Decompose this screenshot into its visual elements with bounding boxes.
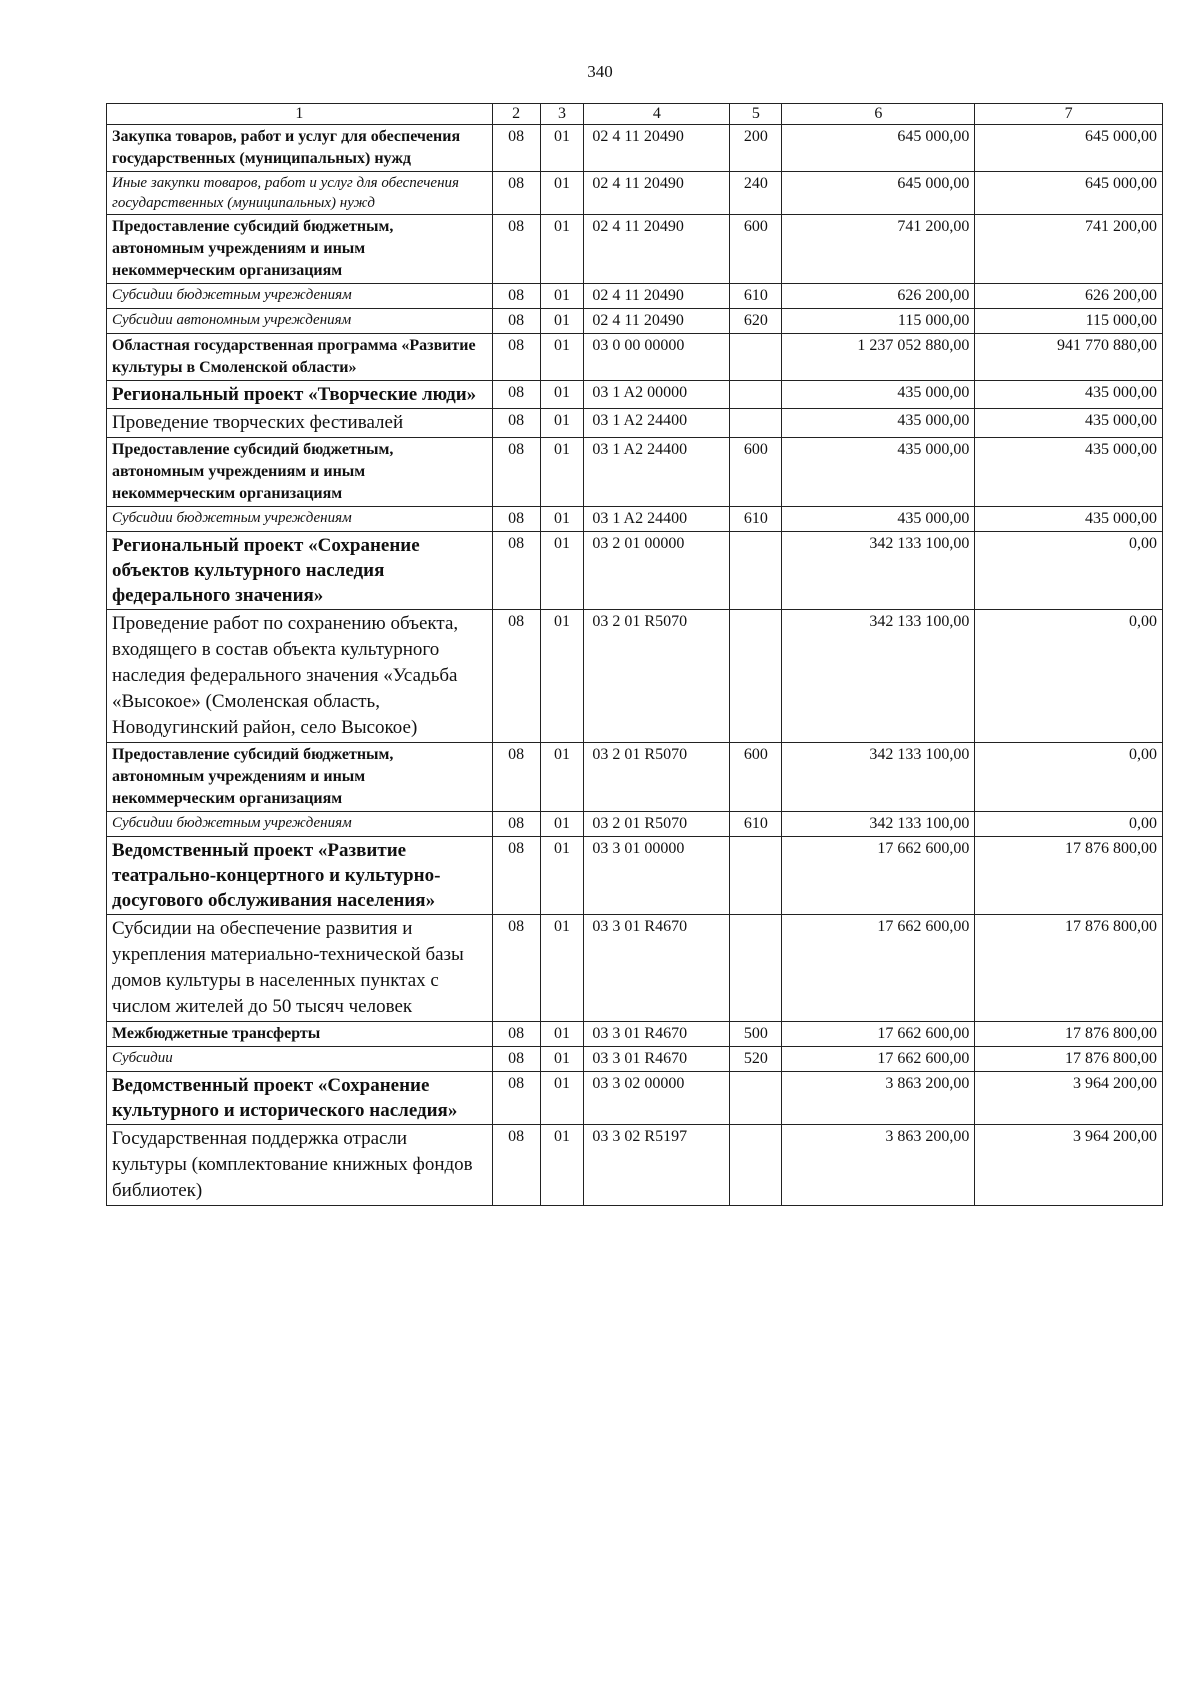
target-article-code: 03 2 01 R5070 xyxy=(584,743,730,812)
column-header: 5 xyxy=(730,104,782,125)
section-code: 08 xyxy=(492,309,540,334)
amount-year-1: 115 000,00 xyxy=(782,309,975,334)
expense-type-code xyxy=(730,1072,782,1125)
section-code: 08 xyxy=(492,215,540,284)
section-code: 08 xyxy=(492,743,540,812)
expense-type-code xyxy=(730,1125,782,1206)
table-row xyxy=(107,409,1163,438)
section-code: 08 xyxy=(492,837,540,915)
table-row xyxy=(107,507,1163,532)
subsection-code: 01 xyxy=(540,743,584,812)
subsection-code: 01 xyxy=(540,215,584,284)
target-article-code: 03 1 A2 00000 xyxy=(584,381,730,409)
amount-year-1: 741 200,00 xyxy=(782,215,975,284)
table-row xyxy=(107,915,1163,1022)
amount-year-1: 645 000,00 xyxy=(782,125,975,172)
target-article-code: 03 1 A2 24400 xyxy=(584,507,730,532)
target-article-code: 02 4 11 20490 xyxy=(584,172,730,215)
subsection-code: 01 xyxy=(540,915,584,1022)
amount-year-1: 342 133 100,00 xyxy=(782,743,975,812)
section-code: 08 xyxy=(492,1022,540,1047)
amount-year-2: 3 964 200,00 xyxy=(975,1072,1163,1125)
amount-year-2: 3 964 200,00 xyxy=(975,1125,1163,1206)
target-article-code: 03 1 A2 24400 xyxy=(584,438,730,507)
budget-table xyxy=(106,103,1163,1206)
section-code: 08 xyxy=(492,532,540,610)
column-header: 6 xyxy=(782,104,975,125)
table-row xyxy=(107,334,1163,381)
section-code: 08 xyxy=(492,381,540,409)
expense-type-code xyxy=(730,915,782,1022)
column-header: 2 xyxy=(492,104,540,125)
target-article-code: 03 3 02 00000 xyxy=(584,1072,730,1125)
amount-year-1: 3 863 200,00 xyxy=(782,1125,975,1206)
expense-type-code xyxy=(730,381,782,409)
amount-year-1: 645 000,00 xyxy=(782,172,975,215)
row-name: Субсидии бюджетным учреждениям xyxy=(107,507,493,532)
row-name: Предоставление субсидий бюджетным, автономным учреждениям и иным некоммерческим организациям xyxy=(107,215,493,284)
subsection-code: 01 xyxy=(540,284,584,309)
row-name: Проведение творческих фестивалей xyxy=(107,409,493,438)
expense-type-code: 520 xyxy=(730,1047,782,1072)
table-row xyxy=(107,1072,1163,1125)
subsection-code: 01 xyxy=(540,438,584,507)
row-name: Субсидии xyxy=(107,1047,493,1072)
target-article-code: 03 0 00 00000 xyxy=(584,334,730,381)
subsection-code: 01 xyxy=(540,610,584,743)
amount-year-1: 17 662 600,00 xyxy=(782,1047,975,1072)
table-row xyxy=(107,284,1163,309)
amount-year-1: 17 662 600,00 xyxy=(782,915,975,1022)
amount-year-2: 17 876 800,00 xyxy=(975,837,1163,915)
amount-year-2: 645 000,00 xyxy=(975,125,1163,172)
amount-year-1: 1 237 052 880,00 xyxy=(782,334,975,381)
table-body xyxy=(107,125,1163,1206)
target-article-code: 03 3 01 00000 xyxy=(584,837,730,915)
section-code: 08 xyxy=(492,409,540,438)
table-row xyxy=(107,438,1163,507)
expense-type-code: 600 xyxy=(730,215,782,284)
subsection-code: 01 xyxy=(540,125,584,172)
subsection-code: 01 xyxy=(540,1072,584,1125)
subsection-code: 01 xyxy=(540,172,584,215)
target-article-code: 03 3 01 R4670 xyxy=(584,915,730,1022)
expense-type-code: 500 xyxy=(730,1022,782,1047)
table-row xyxy=(107,172,1163,215)
expense-type-code: 610 xyxy=(730,284,782,309)
target-article-code: 03 2 01 00000 xyxy=(584,532,730,610)
expense-type-code: 200 xyxy=(730,125,782,172)
row-name: Предоставление субсидий бюджетным, автономным учреждениям и иным некоммерческим организациям xyxy=(107,438,493,507)
amount-year-2: 0,00 xyxy=(975,610,1163,743)
target-article-code: 03 2 01 R5070 xyxy=(584,610,730,743)
subsection-code: 01 xyxy=(540,1125,584,1206)
row-name: Субсидии бюджетным учреждениям xyxy=(107,812,493,837)
amount-year-2: 0,00 xyxy=(975,812,1163,837)
column-header: 4 xyxy=(584,104,730,125)
subsection-code: 01 xyxy=(540,837,584,915)
row-name: Межбюджетные трансферты xyxy=(107,1022,493,1047)
table-row xyxy=(107,743,1163,812)
expense-type-code xyxy=(730,334,782,381)
amount-year-1: 435 000,00 xyxy=(782,381,975,409)
amount-year-2: 626 200,00 xyxy=(975,284,1163,309)
section-code: 08 xyxy=(492,610,540,743)
section-code: 08 xyxy=(492,172,540,215)
row-name: Проведение работ по сохранению объекта, входящего в состав объекта культурного наследия федерального значения «Усадьба «Высокое» (Смоленская область, Новодугинский район, село Высокое) xyxy=(107,610,493,743)
target-article-code: 02 4 11 20490 xyxy=(584,215,730,284)
row-name: Предоставление субсидий бюджетным, автономным учреждениям и иным некоммерческим организациям xyxy=(107,743,493,812)
section-code: 08 xyxy=(492,812,540,837)
table-row xyxy=(107,215,1163,284)
row-name: Ведомственный проект «Развитие театрально-концертного и культурно-досугового обслуживания населения» xyxy=(107,837,493,915)
row-name: Субсидии автономным учреждениям xyxy=(107,309,493,334)
expense-type-code: 610 xyxy=(730,507,782,532)
column-header: 3 xyxy=(540,104,584,125)
amount-year-2: 17 876 800,00 xyxy=(975,1047,1163,1072)
subsection-code: 01 xyxy=(540,381,584,409)
section-code: 08 xyxy=(492,284,540,309)
amount-year-1: 342 133 100,00 xyxy=(782,610,975,743)
target-article-code: 03 2 01 R5070 xyxy=(584,812,730,837)
table-row xyxy=(107,610,1163,743)
table-row xyxy=(107,309,1163,334)
section-code: 08 xyxy=(492,1125,540,1206)
target-article-code: 02 4 11 20490 xyxy=(584,284,730,309)
amount-year-1: 342 133 100,00 xyxy=(782,532,975,610)
amount-year-2: 0,00 xyxy=(975,532,1163,610)
row-name: Ведомственный проект «Сохранение культурного и исторического наследия» xyxy=(107,1072,493,1125)
amount-year-1: 626 200,00 xyxy=(782,284,975,309)
section-code: 08 xyxy=(492,438,540,507)
row-name: Субсидии бюджетным учреждениям xyxy=(107,284,493,309)
subsection-code: 01 xyxy=(540,532,584,610)
section-code: 08 xyxy=(492,334,540,381)
table-row xyxy=(107,812,1163,837)
table-row xyxy=(107,837,1163,915)
table-row xyxy=(107,125,1163,172)
column-header: 7 xyxy=(975,104,1163,125)
subsection-code: 01 xyxy=(540,1047,584,1072)
target-article-code: 03 3 01 R4670 xyxy=(584,1047,730,1072)
table-row xyxy=(107,381,1163,409)
section-code: 08 xyxy=(492,915,540,1022)
page-number: 340 xyxy=(587,62,613,81)
target-article-code: 02 4 11 20490 xyxy=(584,125,730,172)
amount-year-2: 0,00 xyxy=(975,743,1163,812)
column-number-row xyxy=(107,104,1163,125)
amount-year-2: 941 770 880,00 xyxy=(975,334,1163,381)
amount-year-1: 17 662 600,00 xyxy=(782,1022,975,1047)
subsection-code: 01 xyxy=(540,409,584,438)
row-name: Иные закупки товаров, работ и услуг для обеспечения государственных (муниципальных) нужд xyxy=(107,172,493,215)
row-name: Государственная поддержка отрасли культуры (комплектование книжных фондов библиотек) xyxy=(107,1125,493,1206)
row-name: Региональный проект «Творческие люди» xyxy=(107,381,493,409)
expense-type-code xyxy=(730,610,782,743)
table-row xyxy=(107,1022,1163,1047)
expense-type-code xyxy=(730,409,782,438)
section-code: 08 xyxy=(492,1047,540,1072)
amount-year-2: 115 000,00 xyxy=(975,309,1163,334)
target-article-code: 02 4 11 20490 xyxy=(584,309,730,334)
amount-year-2: 435 000,00 xyxy=(975,507,1163,532)
amount-year-2: 435 000,00 xyxy=(975,381,1163,409)
section-code: 08 xyxy=(492,125,540,172)
row-name: Субсидии на обеспечение развития и укрепления материально-технической базы домов культуры в населенных пунктах с числом жителей до 50 тысяч человек xyxy=(107,915,493,1022)
subsection-code: 01 xyxy=(540,334,584,381)
expense-type-code xyxy=(730,837,782,915)
amount-year-2: 17 876 800,00 xyxy=(975,1022,1163,1047)
table-row xyxy=(107,532,1163,610)
subsection-code: 01 xyxy=(540,309,584,334)
amount-year-1: 435 000,00 xyxy=(782,409,975,438)
subsection-code: 01 xyxy=(540,507,584,532)
amount-year-1: 435 000,00 xyxy=(782,507,975,532)
subsection-code: 01 xyxy=(540,812,584,837)
section-code: 08 xyxy=(492,1072,540,1125)
section-code: 08 xyxy=(492,507,540,532)
expense-type-code: 240 xyxy=(730,172,782,215)
expense-type-code: 600 xyxy=(730,743,782,812)
target-article-code: 03 1 A2 24400 xyxy=(584,409,730,438)
amount-year-2: 17 876 800,00 xyxy=(975,915,1163,1022)
amount-year-1: 3 863 200,00 xyxy=(782,1072,975,1125)
amount-year-2: 645 000,00 xyxy=(975,172,1163,215)
amount-year-1: 342 133 100,00 xyxy=(782,812,975,837)
target-article-code: 03 3 01 R4670 xyxy=(584,1022,730,1047)
target-article-code: 03 3 02 R5197 xyxy=(584,1125,730,1206)
expense-type-code: 610 xyxy=(730,812,782,837)
subsection-code: 01 xyxy=(540,1022,584,1047)
row-name: Областная государственная программа «Развитие культуры в Смоленской области» xyxy=(107,334,493,381)
expense-type-code: 600 xyxy=(730,438,782,507)
table-row xyxy=(107,1125,1163,1206)
row-name: Региональный проект «Сохранение объектов культурного наследия федерального значения» xyxy=(107,532,493,610)
amount-year-2: 435 000,00 xyxy=(975,438,1163,507)
amount-year-2: 741 200,00 xyxy=(975,215,1163,284)
row-name: Закупка товаров, работ и услуг для обеспечения государственных (муниципальных) нужд xyxy=(107,125,493,172)
expense-type-code: 620 xyxy=(730,309,782,334)
amount-year-1: 17 662 600,00 xyxy=(782,837,975,915)
column-header: 1 xyxy=(107,104,493,125)
amount-year-1: 435 000,00 xyxy=(782,438,975,507)
expense-type-code xyxy=(730,532,782,610)
amount-year-2: 435 000,00 xyxy=(975,409,1163,438)
table-row xyxy=(107,1047,1163,1072)
